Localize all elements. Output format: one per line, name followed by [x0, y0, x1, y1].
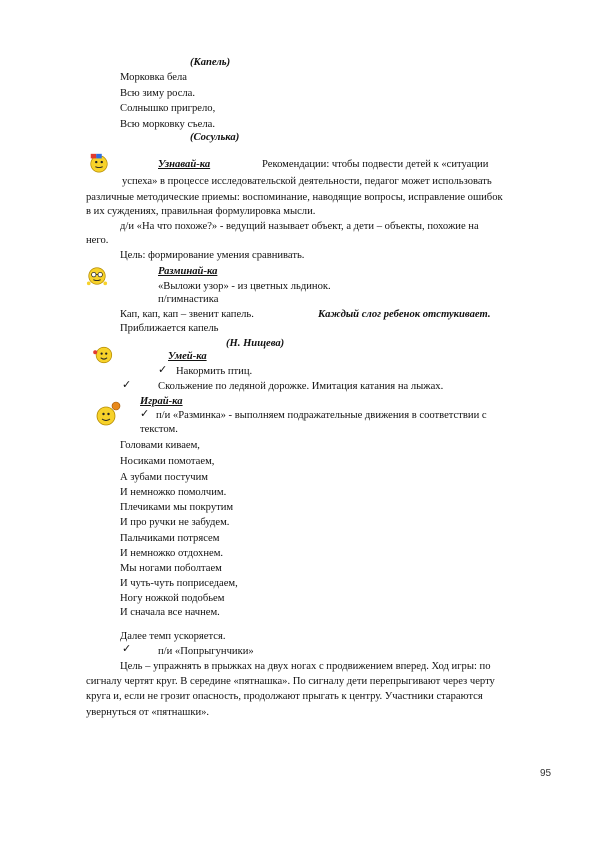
goal-text: Цель: формирование умения сравнивать.	[120, 250, 305, 261]
game-description: него.	[86, 235, 109, 246]
verse-line: Пальчиками потрясем	[120, 533, 220, 544]
smiley-thinking-icon	[88, 152, 110, 174]
goal-text: увернуться от «пятнашки».	[86, 707, 210, 718]
verse-line: И про ручки не забудем.	[120, 517, 230, 528]
recommendation-text: различные методические приемы: воспоминание, наводящие вопросы, исправление ошибок	[86, 192, 503, 203]
rhyme-line: Приближается капель	[120, 323, 219, 334]
rhyme-author: (Н. Нищева)	[226, 338, 285, 349]
activity-item: Скольжение по ледяной дорожке. Имитация катания на лыжах.	[158, 381, 444, 392]
goal-text: круга и, если не грозит опасность, продолжают прыгать к центру. Участники стараются	[86, 691, 483, 702]
verse-line: Носиками помотаем,	[120, 456, 215, 467]
poem-line: Всю морковку съела.	[120, 119, 215, 130]
game-description: д/и «На что похоже?» - ведущий называет объект, а дети – объекты, похожие на	[120, 221, 479, 232]
goal-text: сигналу чертят круг. В середине «пятнашка». По сигналу дети перепрыгивают через черту	[86, 676, 495, 687]
verse-line: Мы ногами поболтаем	[120, 563, 222, 574]
activity-item: текстом.	[140, 424, 178, 435]
activity-item: п/и «Попрыгунчики»	[158, 646, 254, 657]
poem-line: Морковка бела	[120, 72, 187, 83]
recommendation-text: Рекомендации: чтобы подвести детей к «ситуации	[262, 159, 489, 170]
checkmark-icon: ✓	[122, 643, 132, 655]
verse-line: Плечиками мы покрутим	[120, 502, 234, 513]
verse-line: Ногу ножкой подобьем	[120, 593, 225, 604]
rhyme-line: Кап, кап, кап – звенит капель.	[120, 309, 254, 320]
checkmark-icon: ✓	[140, 408, 150, 420]
tempo-note: Далее темп ускоряется.	[120, 631, 226, 642]
verse-line: И немножко отдохнем.	[120, 548, 224, 559]
poem-line: Всю зиму росла.	[120, 88, 196, 99]
rhyme-note: Каждый слог ребенок отстукивает.	[318, 309, 491, 320]
verse-line: И чуть-чуть поприседаем,	[120, 578, 238, 589]
smiley-ball-icon	[94, 400, 122, 428]
section-heading-razminay: Разминай-ка	[158, 266, 218, 277]
section-heading-uznavay: Узнавай-ка	[158, 159, 211, 170]
smiley-glasses-icon	[86, 265, 108, 287]
checkmark-icon: ✓	[158, 364, 168, 376]
poem-line: Солнышко пригрело,	[120, 103, 216, 114]
checkmark-icon: ✓	[122, 379, 132, 391]
verse-line: Головами киваем,	[120, 440, 200, 451]
activity-item: Накормить птиц.	[176, 366, 253, 377]
verse-line: И немножко помолчим.	[120, 487, 227, 498]
page-number: 95	[540, 768, 552, 779]
section-heading-igray: Играй-ка	[140, 396, 183, 407]
smiley-waving-icon	[92, 344, 114, 366]
riddle-answer: (Сосулька)	[190, 132, 240, 143]
recommendation-text: успеха» в процессе исследовательской деятельности, педагог может использовать	[122, 176, 492, 187]
section-heading-umey: Умей-ка	[168, 351, 207, 362]
activity-item: «Выложи узор» - из цветных льдинок.	[158, 281, 331, 292]
riddle-author: (Капель)	[190, 57, 231, 68]
goal-text: Цель – упражнять в прыжках на двух ногах с продвижением вперед. Ход игры: по	[120, 661, 491, 672]
verse-line: И сначала все начнем.	[120, 607, 220, 618]
recommendation-text: в их суждениях, правильная формулировка мысли.	[86, 206, 316, 217]
activity-item: п/гимнастика	[158, 294, 219, 305]
activity-item: п/и «Разминка» - выполняем подражательные движения в соответствии с	[156, 410, 487, 421]
verse-line: А зубами постучим	[120, 472, 208, 483]
